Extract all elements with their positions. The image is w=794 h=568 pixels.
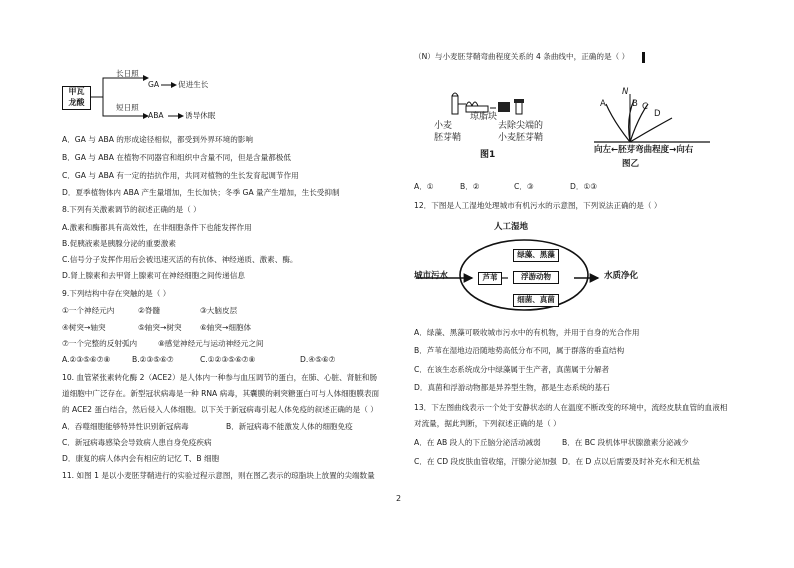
q9-item-4: ④树突→轴突 [62,323,106,332]
q10-option-d: D．康复的病人体内会有相应的记忆 T、B 细胞 [62,454,220,463]
wetland-box-algae: 绿藻、黑藻 [513,249,559,262]
curve-label-d: D [654,109,661,119]
q12-option-d: D．真菌和浮游动物都是异养型生物，都是生态系统的基石 [414,383,610,392]
curve-label-n: N [622,87,629,97]
q9-option-a: A.②③⑤⑥⑦⑧ [62,355,111,364]
q11-line-2: （N）与小麦胚芽鞘弯曲程度关系的 4 条曲线中，正确的是（ ） [414,52,630,61]
q10-line-1: 10. 血管紧张素转化酶 2（ACE2）是人体内一种参与血压调节的蛋白，在肺、心脏、肾脏和肠 [62,373,378,382]
page-number: 2 [396,494,402,503]
q9-item-3: ③大脑皮层 [200,306,238,315]
q10-line-3: 的 ACE2 蛋白结合，然后侵入人体细胞。以下关于新冠病毒引起人体免疫的叙述正确的是（ ） [62,405,378,414]
wetland-box-bacteria: 细菌、真菌 [513,294,559,307]
curve-d [630,118,672,142]
q9-stem: 9.下列结构中存在突触的是（ ） [62,289,171,298]
q8-option-b: B.促胰液素是胰腺分泌的重要激素 [62,239,176,248]
q11-option-d: D．①③ [570,182,598,191]
bottom-effect: 诱导休眠 [185,111,216,120]
fig1-seedling-label-2: 胚芽鞘 [434,133,462,143]
fig2-caption: 图乙 [622,159,640,169]
q12-option-c: C．在该生态系统成分中绿藻属于生产者，真菌属于分解者 [414,365,610,374]
fig1-decap-label-2: 小麦胚芽鞘 [498,133,544,143]
branch-bottom-label: 短日照 [116,103,139,112]
curve-label-c: C [642,102,648,112]
q7-option-d: D．夏季植物体内 ABA 产生量增加，生长加快；冬季 GA 量产生增加，生长受抑制 [62,188,340,197]
q9-item-8: ⑧感觉神经元与运动神经元之间 [158,339,264,348]
q10-option-a: A．吞噬细胞能够特异性识别新冠病毒 [62,422,189,431]
mevalonic-acid-box [62,86,91,110]
q10-option-c: C．新冠病毒感染会导致病人患自身免疫疾病 [62,438,212,447]
q8-stem: 8.下列有关激素调节的叙述正确的是（ ） [62,205,201,214]
q12-option-a: A．绿藻、黑藻可吸收城市污水中的有机物，并用于自身的光合作用 [414,328,640,337]
q13-option-c: C．在 CD 段皮肤血管收缩，汗腺分泌加强 [414,457,557,466]
bottom-hormone: ABA [148,111,164,120]
top-effect: 促进生长 [178,80,209,89]
q9-item-1: ①一个神经元内 [62,306,115,315]
q10-option-b: B．新冠病毒不能激发人体的细胞免疫 [226,422,353,431]
q13-option-a: A．在 AB 段人的下丘脑分泌活动减弱 [414,438,541,447]
q11-option-a: A．① [414,182,434,191]
q9-option-d: D.④⑤⑥⑦ [300,355,336,364]
fig1-agar-label: 琼脂块 [470,112,498,122]
q9-item-5: ⑤轴突→树突 [138,323,182,332]
q10-line-2: 道细胞中广泛存在。新型冠状病毒是一种 RNA 病毒，其囊膜的刺突糖蛋白可与人体细胞膜表面 [62,389,380,398]
q13-option-d: D．在 D 点以后需要及时补充水和无机盐 [562,457,701,466]
branch-top-label: 长日照 [116,69,139,78]
q7-option-c: C．GA 与 ABA 有一定的拮抗作用，共同对植物的生长发育起调节作用 [62,171,299,180]
wetland-title: 人工湿地 [494,222,529,232]
fig2-axis-text: 向左←胚芽弯曲程度→向右 [594,145,694,155]
q9-option-b: B.②③⑤⑥⑦ [132,355,174,364]
q12-stem: 12．下图是人工湿地处理城市有机污水的示意图，下列说法正确的是（ ） [414,201,662,210]
q9-option-c: C.①②③⑤⑥⑦⑧ [200,355,256,364]
q13-line-2: 对流量，据此判断，下列叙述正确的是（ ） [414,419,561,428]
fig1-seedling-label: 小麦 [434,121,453,131]
source-line-1: 甲瓦 [68,87,85,96]
q8-option-c: C.信号分子发挥作用后会被迅速灭活的有抗体、神经递质、激素、酶。 [62,255,298,264]
q13-option-b: B．在 BC 段机体甲状腺激素分泌减少 [562,438,689,447]
q11-option-b: B．② [460,182,480,191]
figure-2-chart [592,88,712,148]
q9-item-6: ⑥轴突→细胞体 [200,323,252,332]
q13-line-1: 13．下左图曲线表示一个处于安静状态的人在温度不断改变的环境中，流经皮肤血管的血液相 [414,403,728,412]
q11-option-c: C．③ [514,182,534,191]
curve-label-b: B [632,99,638,109]
q11-line-1: 11. 如图 1 是以小麦胚芽鞘进行的实验过程示意图，则在图乙表示的琼脂块上放置的尖端数量 [62,471,375,480]
q7-option-b: B．GA 与 ABA 在植物不同器官和组织中含量不同，但是含量都极低 [62,153,291,162]
wetland-inflow: 城市污水 [414,271,449,281]
q8-option-a: A.激素和酶都具有高效性，在非细胞条件下也能发挥作用 [62,223,252,232]
cursor-mark [642,52,645,63]
wetland-box-reed: 芦苇 [478,272,502,285]
q9-item-2: ②脊髓 [138,306,160,315]
q9-item-7: ⑦一个完整的反射弧内 [62,339,138,348]
q12-option-b: B．芦苇在湿地边沿随地势高低分布不同，属于群落的垂直结构 [414,346,625,355]
wetland-outflow: 水质净化 [604,271,639,281]
q8-option-d: D.肾上腺素和去甲肾上腺素可在神经细胞之间传递信息 [62,271,245,280]
fig1-caption: 图1 [480,150,496,160]
source-line-2: 龙酸 [68,97,85,107]
top-hormone: GA [148,80,160,89]
curve-a [606,104,630,142]
curve-label-a: A [600,99,606,109]
fig1-decap-label: 去除尖端的 [498,121,544,131]
q7-option-a: A．GA 与 ABA 的形成途径相似，都受到外界环境的影响 [62,135,253,144]
wetland-box-zooplankton: 浮游动物 [513,271,559,284]
